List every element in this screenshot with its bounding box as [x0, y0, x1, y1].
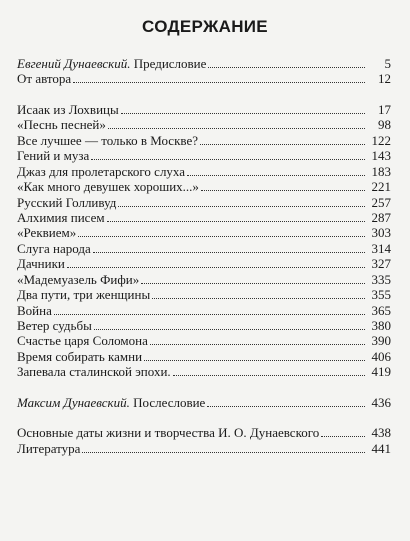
toc-entry-author: Евгений Дунаевский.: [17, 56, 131, 71]
toc-entry-title: Гений и муза: [17, 148, 90, 164]
toc-entry-page: 12: [378, 71, 391, 87]
toc-entry-chapter: [17, 333, 391, 348]
toc-entry-page: 380: [371, 318, 391, 333]
toc-entry-title: Слуга народа: [17, 240, 91, 256]
toc-entry-page: 438: [371, 425, 391, 441]
toc-entry-page: 335: [371, 271, 391, 287]
toc-entry-chapter: [17, 195, 391, 210]
dot-leader: [321, 436, 365, 437]
toc-entry-title: Основные даты жизни и творчества И. О. Дунаевского: [17, 425, 320, 441]
toc-entry-chapter: [17, 287, 391, 302]
dot-leader: [173, 375, 365, 376]
toc-entry-chapter: [17, 148, 391, 163]
toc-entry-title: Война: [17, 302, 52, 318]
dot-leader: [152, 298, 365, 299]
dot-leader: [201, 190, 365, 191]
toc-entry-page: 436: [371, 394, 391, 410]
dot-leader: [144, 360, 365, 361]
toc-entry-title-text: Предисловие: [130, 56, 207, 71]
toc-entry-chapter: [17, 364, 391, 379]
dot-leader: [108, 128, 365, 129]
toc-entry-page: 441: [371, 440, 391, 456]
dot-leader: [82, 452, 365, 453]
toc-entry-page: 419: [371, 364, 391, 380]
toc-entry-title: «Мадемуазель Фифи»: [17, 271, 140, 287]
toc-entry-author: Максим Дунаевский.: [17, 394, 130, 410]
toc-entry-chapter: [17, 210, 391, 225]
toc-entry-page: 287: [371, 209, 391, 225]
spacer: [17, 87, 391, 102]
toc-entry-chapter: [17, 349, 391, 364]
toc-entry-page: 390: [371, 333, 391, 349]
toc-entry-page: 406: [371, 348, 391, 364]
toc-entry-page: 221: [371, 179, 391, 195]
toc-entry-title: Ветер судьбы: [17, 318, 92, 333]
toc-entry-dates: [17, 425, 391, 440]
toc-entry-title: «Реквием»: [17, 225, 77, 241]
dot-leader: [78, 236, 365, 237]
toc-entry-preface: [17, 56, 391, 71]
toc-entry-title-text: Послесловие: [129, 394, 206, 410]
toc-entry-page: 314: [371, 240, 391, 256]
toc-entry-page: 122: [371, 132, 391, 148]
dot-leader: [200, 144, 365, 145]
toc-entry-from-author: [17, 71, 391, 86]
toc-entry-title: Счастье царя Соломона: [17, 333, 148, 349]
toc-entry-title: Дачники: [17, 256, 65, 272]
toc-entry-chapter: [17, 225, 391, 240]
toc-entry-title: Алхимия писем: [17, 209, 105, 225]
toc-entry-title: Литература: [17, 440, 81, 456]
toc-entry-chapter: [17, 117, 391, 132]
toc-entry-title: «Как много девушек хороших...»: [17, 179, 199, 195]
toc-entry-title: [17, 56, 206, 71]
dot-leader: [73, 82, 365, 83]
toc-heading: СОДЕРЖАНИЕ: [142, 17, 268, 36]
dot-leader: [121, 113, 365, 114]
dot-leader: [94, 329, 365, 330]
toc-entry-page: 355: [371, 287, 391, 303]
toc-entry-page: 365: [371, 302, 391, 318]
dot-leader: [187, 175, 365, 176]
dot-leader: [150, 344, 365, 345]
spacer: [17, 410, 391, 425]
toc-entry-page: 143: [371, 148, 391, 164]
toc-entry-page: 183: [371, 163, 391, 179]
toc-entry-chapter: [17, 133, 391, 148]
dot-leader: [118, 206, 365, 207]
toc-entry-chapter: [17, 241, 391, 256]
toc-entry-chapter: [17, 102, 391, 117]
toc-entry-title: Все лучшее — только в Москве?: [17, 132, 198, 148]
toc-entry-title: «Песнь песней»: [17, 117, 106, 133]
dot-leader: [107, 221, 365, 222]
spacer: [17, 380, 391, 395]
toc-entry-title: Русский Голливуд: [17, 194, 117, 210]
dot-leader: [93, 252, 365, 253]
toc-entry-chapter: [17, 303, 391, 318]
dot-leader: [141, 283, 365, 284]
toc-entry-page: 303: [371, 225, 391, 241]
toc-entry-title: Джаз для пролетарского слуха: [17, 163, 186, 179]
toc-list: [17, 56, 391, 456]
toc-entry-chapter: [17, 256, 391, 271]
toc-entry-literature: [17, 441, 391, 456]
dot-leader: [54, 314, 365, 315]
toc-entry-chapter: [17, 272, 391, 287]
toc-entry-page: 257: [371, 194, 391, 210]
toc-entry-title: Два пути, три женщины: [17, 287, 151, 303]
dot-leader: [208, 67, 365, 68]
toc-entry-page: 5: [384, 56, 391, 71]
toc-entry-page: 98: [378, 117, 391, 133]
toc-entry-title: [17, 395, 205, 410]
toc-entry-title: Время собирать камни: [17, 348, 143, 364]
toc-entry-page: 327: [371, 256, 391, 272]
toc-entry-title: От автора: [17, 71, 72, 87]
toc-entry-chapter: [17, 164, 391, 179]
dot-leader: [207, 406, 365, 407]
toc-entry-chapter: [17, 318, 391, 333]
toc-entry-title: Запевала сталинской эпохи.: [17, 364, 171, 380]
toc-entry-afterword: [17, 395, 391, 410]
toc-entry-page: 17: [378, 101, 391, 117]
dot-leader: [67, 267, 365, 268]
toc-entry-title: Исаак из Лохвицы: [17, 101, 119, 117]
dot-leader: [91, 159, 365, 160]
toc-entry-chapter: [17, 179, 391, 194]
